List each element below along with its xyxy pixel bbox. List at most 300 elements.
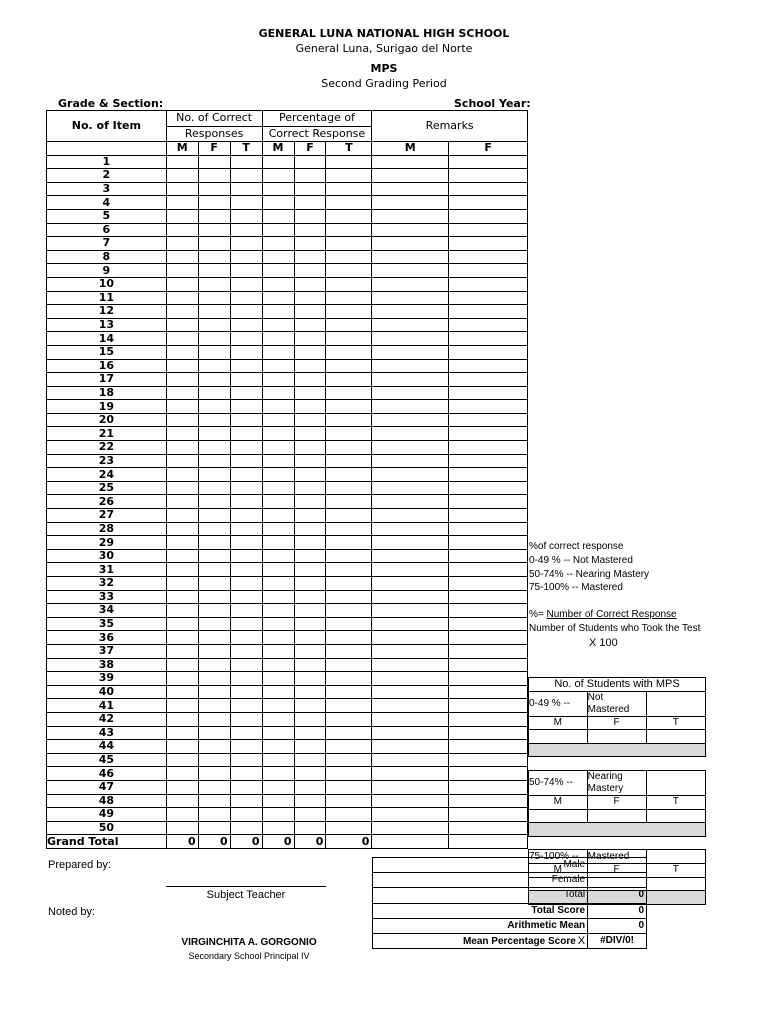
table-cell: [198, 794, 230, 808]
table-cell: [262, 359, 294, 373]
table-cell: [294, 821, 326, 835]
table-row: [47, 237, 528, 251]
table-cell: [198, 400, 230, 414]
table-cell: [166, 237, 198, 251]
table-cell: [262, 155, 294, 169]
table-cell: [372, 740, 449, 754]
school-year-label: School Year:: [454, 97, 531, 110]
item-analysis-table: [46, 110, 528, 849]
table-cell: [449, 590, 528, 604]
table-cell: [294, 699, 326, 713]
table-cell: [372, 332, 449, 346]
mps-m: M: [529, 716, 588, 730]
table-cell: [372, 577, 449, 591]
table-cell: [198, 563, 230, 577]
table-cell: [262, 726, 294, 740]
mps-value: #DIV/0!: [588, 933, 647, 948]
principal-title: Secondary School Principal IV: [188, 951, 310, 961]
table-cell: [230, 318, 262, 332]
table-cell: [230, 332, 262, 346]
table-cell: [230, 699, 262, 713]
table-row: [47, 332, 528, 346]
table-cell: [230, 644, 262, 658]
table-cell: [230, 481, 262, 495]
table-cell: [449, 196, 528, 210]
table-cell: [449, 549, 528, 563]
table-cell: [294, 672, 326, 686]
table-cell: [230, 373, 262, 387]
table-cell: [372, 318, 449, 332]
item-number: 46: [47, 767, 167, 781]
table-cell: [449, 509, 528, 523]
table-cell: [262, 332, 294, 346]
table-cell: [166, 794, 198, 808]
signature-line: [166, 886, 326, 887]
table-cell: [198, 237, 230, 251]
table-cell: [198, 631, 230, 645]
table-cell: [166, 577, 198, 591]
table-cell: [449, 332, 528, 346]
table-cell: [326, 712, 372, 726]
legend-title: %of correct response: [529, 541, 624, 552]
table-cell: [262, 808, 294, 822]
table-cell: [262, 400, 294, 414]
table-cell: [198, 413, 230, 427]
mps-cell: [646, 770, 706, 795]
table-cell: [230, 223, 262, 237]
table-cell: [262, 223, 294, 237]
table-cell: [198, 549, 230, 563]
principal-name: VIRGINCHITA A. GORGONIO: [181, 937, 317, 948]
table-cell: [166, 631, 198, 645]
table-cell: [449, 345, 528, 359]
subheader-f: F: [294, 142, 326, 156]
table-cell: [449, 753, 528, 767]
table-cell: [198, 577, 230, 591]
table-cell: [326, 318, 372, 332]
table-cell: [198, 672, 230, 686]
table-cell: [449, 318, 528, 332]
table-cell: [294, 604, 326, 618]
table-cell: [294, 318, 326, 332]
table-cell: [449, 291, 528, 305]
table-cell: [294, 577, 326, 591]
table-row: [47, 821, 528, 835]
table-cell: [449, 481, 528, 495]
table-cell: [294, 549, 326, 563]
table-cell: [294, 726, 326, 740]
table-cell: [449, 685, 528, 699]
table-cell: [166, 345, 198, 359]
arithmetic-mean-value: 0: [588, 918, 647, 933]
item-number: 2: [47, 169, 167, 183]
table-cell: [372, 237, 449, 251]
table-cell: [198, 468, 230, 482]
table-cell: [326, 644, 372, 658]
mps-cell: [529, 730, 588, 744]
table-cell: [326, 413, 372, 427]
table-cell: [230, 413, 262, 427]
table-cell: [166, 413, 198, 427]
table-cell: [449, 373, 528, 387]
table-cell: [262, 740, 294, 754]
table-cell: [372, 604, 449, 618]
table-cell: [230, 753, 262, 767]
table-row: [47, 182, 528, 196]
item-number: 19: [47, 400, 167, 414]
table-cell: [326, 454, 372, 468]
table-row: [47, 495, 528, 509]
table-cell: [372, 685, 449, 699]
col-header-item: No. of Item: [47, 111, 167, 142]
table-row: [47, 509, 528, 523]
table-row: [47, 454, 528, 468]
table-cell: [262, 196, 294, 210]
table-cell: [372, 182, 449, 196]
table-cell: [166, 155, 198, 169]
table-cell: [198, 345, 230, 359]
table-cell: [262, 209, 294, 223]
table-cell: [198, 767, 230, 781]
table-cell: [262, 685, 294, 699]
table-cell: [262, 821, 294, 835]
table-row: [47, 209, 528, 223]
item-number: 13: [47, 318, 167, 332]
subheader-t: T: [230, 142, 262, 156]
table-cell: [230, 250, 262, 264]
table-cell: [294, 264, 326, 278]
table-cell: [230, 264, 262, 278]
table-cell: [166, 821, 198, 835]
table-cell: [230, 495, 262, 509]
table-row: [47, 604, 528, 618]
table-cell: [294, 590, 326, 604]
table-cell: [166, 685, 198, 699]
table-cell: [262, 305, 294, 319]
table-cell: [166, 726, 198, 740]
table-row: [47, 155, 528, 169]
table-cell: [449, 359, 528, 373]
table-cell: [449, 835, 528, 849]
table-cell: [326, 400, 372, 414]
table-cell: [372, 821, 449, 835]
table-cell: [262, 780, 294, 794]
table-row: [47, 590, 528, 604]
table-cell: [262, 549, 294, 563]
formula-denominator: Number of Students who Took the Test: [529, 623, 701, 634]
subheader-m: M: [372, 142, 449, 156]
item-number: 34: [47, 604, 167, 618]
col-header-correct: No. of Correct: [166, 111, 262, 127]
table-cell: [326, 332, 372, 346]
table-cell: [326, 726, 372, 740]
table-cell: [326, 305, 372, 319]
table-cell: [294, 345, 326, 359]
table-cell: [372, 305, 449, 319]
table-cell: [372, 590, 449, 604]
table-cell: [294, 712, 326, 726]
table-cell: [166, 617, 198, 631]
item-number: 47: [47, 780, 167, 794]
table-cell: [230, 780, 262, 794]
table-row: [47, 223, 528, 237]
table-cell: [230, 305, 262, 319]
table-cell: [262, 386, 294, 400]
table-cell: [230, 658, 262, 672]
item-number: 14: [47, 332, 167, 346]
table-cell: [372, 359, 449, 373]
mps-range-2: 50-74% --: [529, 770, 588, 795]
table-row: [47, 563, 528, 577]
table-cell: [166, 604, 198, 618]
table-cell: [166, 359, 198, 373]
table-cell: [166, 223, 198, 237]
table-cell: [294, 373, 326, 387]
table-cell: [449, 577, 528, 591]
table-cell: [326, 373, 372, 387]
table-cell: [326, 169, 372, 183]
table-cell: [326, 468, 372, 482]
table-cell: [326, 182, 372, 196]
table-cell: [230, 400, 262, 414]
table-row: [47, 522, 528, 536]
table-cell: [198, 209, 230, 223]
table-cell: [230, 155, 262, 169]
mps-cell: [646, 691, 706, 716]
table-cell: [230, 509, 262, 523]
table-row: [47, 685, 528, 699]
grading-period: Second Grading Period: [321, 77, 447, 90]
table-cell: [326, 509, 372, 523]
table-cell: [449, 699, 528, 713]
table-cell: [372, 536, 449, 550]
table-cell: [372, 454, 449, 468]
arithmetic-mean-label: Arithmetic Mean: [373, 918, 588, 933]
mps-m: M: [529, 863, 588, 877]
table-cell: [166, 767, 198, 781]
table-cell: [262, 413, 294, 427]
table-row: [47, 753, 528, 767]
table-cell: [230, 685, 262, 699]
table-cell: [372, 373, 449, 387]
table-cell: [294, 332, 326, 346]
table-cell: [294, 196, 326, 210]
item-number: 5: [47, 209, 167, 223]
table-cell: [326, 753, 372, 767]
mps-range-2-label: Nearing Mastery: [587, 770, 646, 795]
table-cell: [166, 332, 198, 346]
table-cell: [262, 522, 294, 536]
item-number: 26: [47, 495, 167, 509]
table-cell: [372, 672, 449, 686]
table-cell: [372, 345, 449, 359]
subheader-m: M: [166, 142, 198, 156]
table-cell: [326, 495, 372, 509]
table-cell: [230, 441, 262, 455]
formula-numerator: %= Number of Correct Response: [529, 609, 677, 620]
table-cell: [166, 658, 198, 672]
table-cell: [166, 196, 198, 210]
table-cell: [230, 536, 262, 550]
table-cell: [449, 617, 528, 631]
legend-mastered: 75-100% -- Mastered: [529, 582, 623, 593]
item-number: 4: [47, 196, 167, 210]
table-cell: [294, 169, 326, 183]
table-cell: [372, 250, 449, 264]
item-number: 6: [47, 223, 167, 237]
table-cell: [326, 481, 372, 495]
table-cell: [230, 345, 262, 359]
total-score-label: Total Score: [373, 903, 588, 918]
table-cell: [294, 522, 326, 536]
table-row: [47, 345, 528, 359]
table-cell: [372, 509, 449, 523]
table-cell: [198, 386, 230, 400]
table-cell: [294, 767, 326, 781]
table-cell: [449, 658, 528, 672]
table-cell: [262, 345, 294, 359]
item-number: 30: [47, 549, 167, 563]
table-cell: [372, 441, 449, 455]
table-cell: [262, 767, 294, 781]
table-cell: [230, 590, 262, 604]
table-cell: [198, 604, 230, 618]
table-row: [47, 740, 528, 754]
table-cell: [262, 264, 294, 278]
table-cell: [230, 549, 262, 563]
table-cell: [326, 631, 372, 645]
mps-t: T: [646, 863, 706, 877]
table-cell: [326, 767, 372, 781]
table-cell: [449, 495, 528, 509]
table-cell: [372, 196, 449, 210]
table-cell: [294, 658, 326, 672]
table-cell: [198, 658, 230, 672]
male-value: [588, 858, 647, 873]
table-cell: [198, 223, 230, 237]
item-number: 49: [47, 808, 167, 822]
table-cell: [166, 780, 198, 794]
table-row: [47, 549, 528, 563]
table-cell: [262, 590, 294, 604]
table-cell: [230, 427, 262, 441]
table-cell: [166, 264, 198, 278]
item-number: 45: [47, 753, 167, 767]
table-row: [47, 536, 528, 550]
table-row: [47, 712, 528, 726]
table-cell: [326, 209, 372, 223]
table-cell: [449, 808, 528, 822]
mps-spacer: [529, 836, 706, 850]
table-cell: [198, 726, 230, 740]
table-cell: [449, 264, 528, 278]
table-cell: [166, 468, 198, 482]
table-cell: [449, 223, 528, 237]
table-cell: [326, 359, 372, 373]
table-cell: [449, 169, 528, 183]
item-number: 32: [47, 577, 167, 591]
table-cell: [372, 631, 449, 645]
table-cell: [294, 685, 326, 699]
table-cell: [262, 291, 294, 305]
table-cell: [230, 386, 262, 400]
table-cell: [449, 821, 528, 835]
table-cell: [294, 509, 326, 523]
table-cell: [326, 740, 372, 754]
table-cell: [326, 536, 372, 550]
mps-f: F: [587, 795, 646, 809]
table-cell: [230, 726, 262, 740]
item-number: 21: [47, 427, 167, 441]
table-cell: [326, 821, 372, 835]
table-cell: [294, 468, 326, 482]
table-cell: [294, 182, 326, 196]
table-cell: [326, 699, 372, 713]
legend-nearing-mastery: 50-74% -- Nearing Mastery: [529, 569, 650, 580]
grand-total-value: 0: [198, 835, 230, 849]
mps-f: F: [587, 716, 646, 730]
table-cell: [372, 712, 449, 726]
mps-title: No. of Students with MPS: [529, 678, 706, 692]
table-cell: [294, 413, 326, 427]
table-row: [47, 196, 528, 210]
table-cell: [294, 481, 326, 495]
table-cell: [198, 590, 230, 604]
table-cell: [166, 454, 198, 468]
table-row: [47, 400, 528, 414]
grand-total-value: 0: [230, 835, 262, 849]
table-cell: [294, 223, 326, 237]
mps-gray-row: [529, 743, 706, 757]
table-cell: [230, 712, 262, 726]
table-cell: [372, 808, 449, 822]
formula-multiplier: X 100: [589, 637, 618, 649]
table-cell: [326, 563, 372, 577]
table-cell: [230, 277, 262, 291]
item-number: 35: [47, 617, 167, 631]
summary-table: [372, 857, 647, 949]
table-row: [47, 373, 528, 387]
table-cell: [449, 250, 528, 264]
item-number: 17: [47, 373, 167, 387]
table-cell: [230, 631, 262, 645]
table-cell: [449, 780, 528, 794]
table-cell: [166, 808, 198, 822]
table-cell: [230, 740, 262, 754]
table-cell: [449, 305, 528, 319]
table-cell: [166, 373, 198, 387]
table-row: [47, 264, 528, 278]
table-cell: [449, 427, 528, 441]
table-cell: [230, 454, 262, 468]
grand-total-value: 0: [166, 835, 198, 849]
table-row: [47, 277, 528, 291]
table-cell: [294, 237, 326, 251]
table-cell: [230, 617, 262, 631]
table-cell: [449, 237, 528, 251]
item-number: 23: [47, 454, 167, 468]
table-row: [47, 481, 528, 495]
table-cell: [230, 359, 262, 373]
table-cell: [166, 182, 198, 196]
table-cell: [294, 536, 326, 550]
subheader-f: F: [449, 142, 528, 156]
table-row: [47, 808, 528, 822]
female-label: Female: [373, 873, 588, 888]
table-cell: [262, 495, 294, 509]
table-cell: [294, 794, 326, 808]
table-cell: [294, 209, 326, 223]
